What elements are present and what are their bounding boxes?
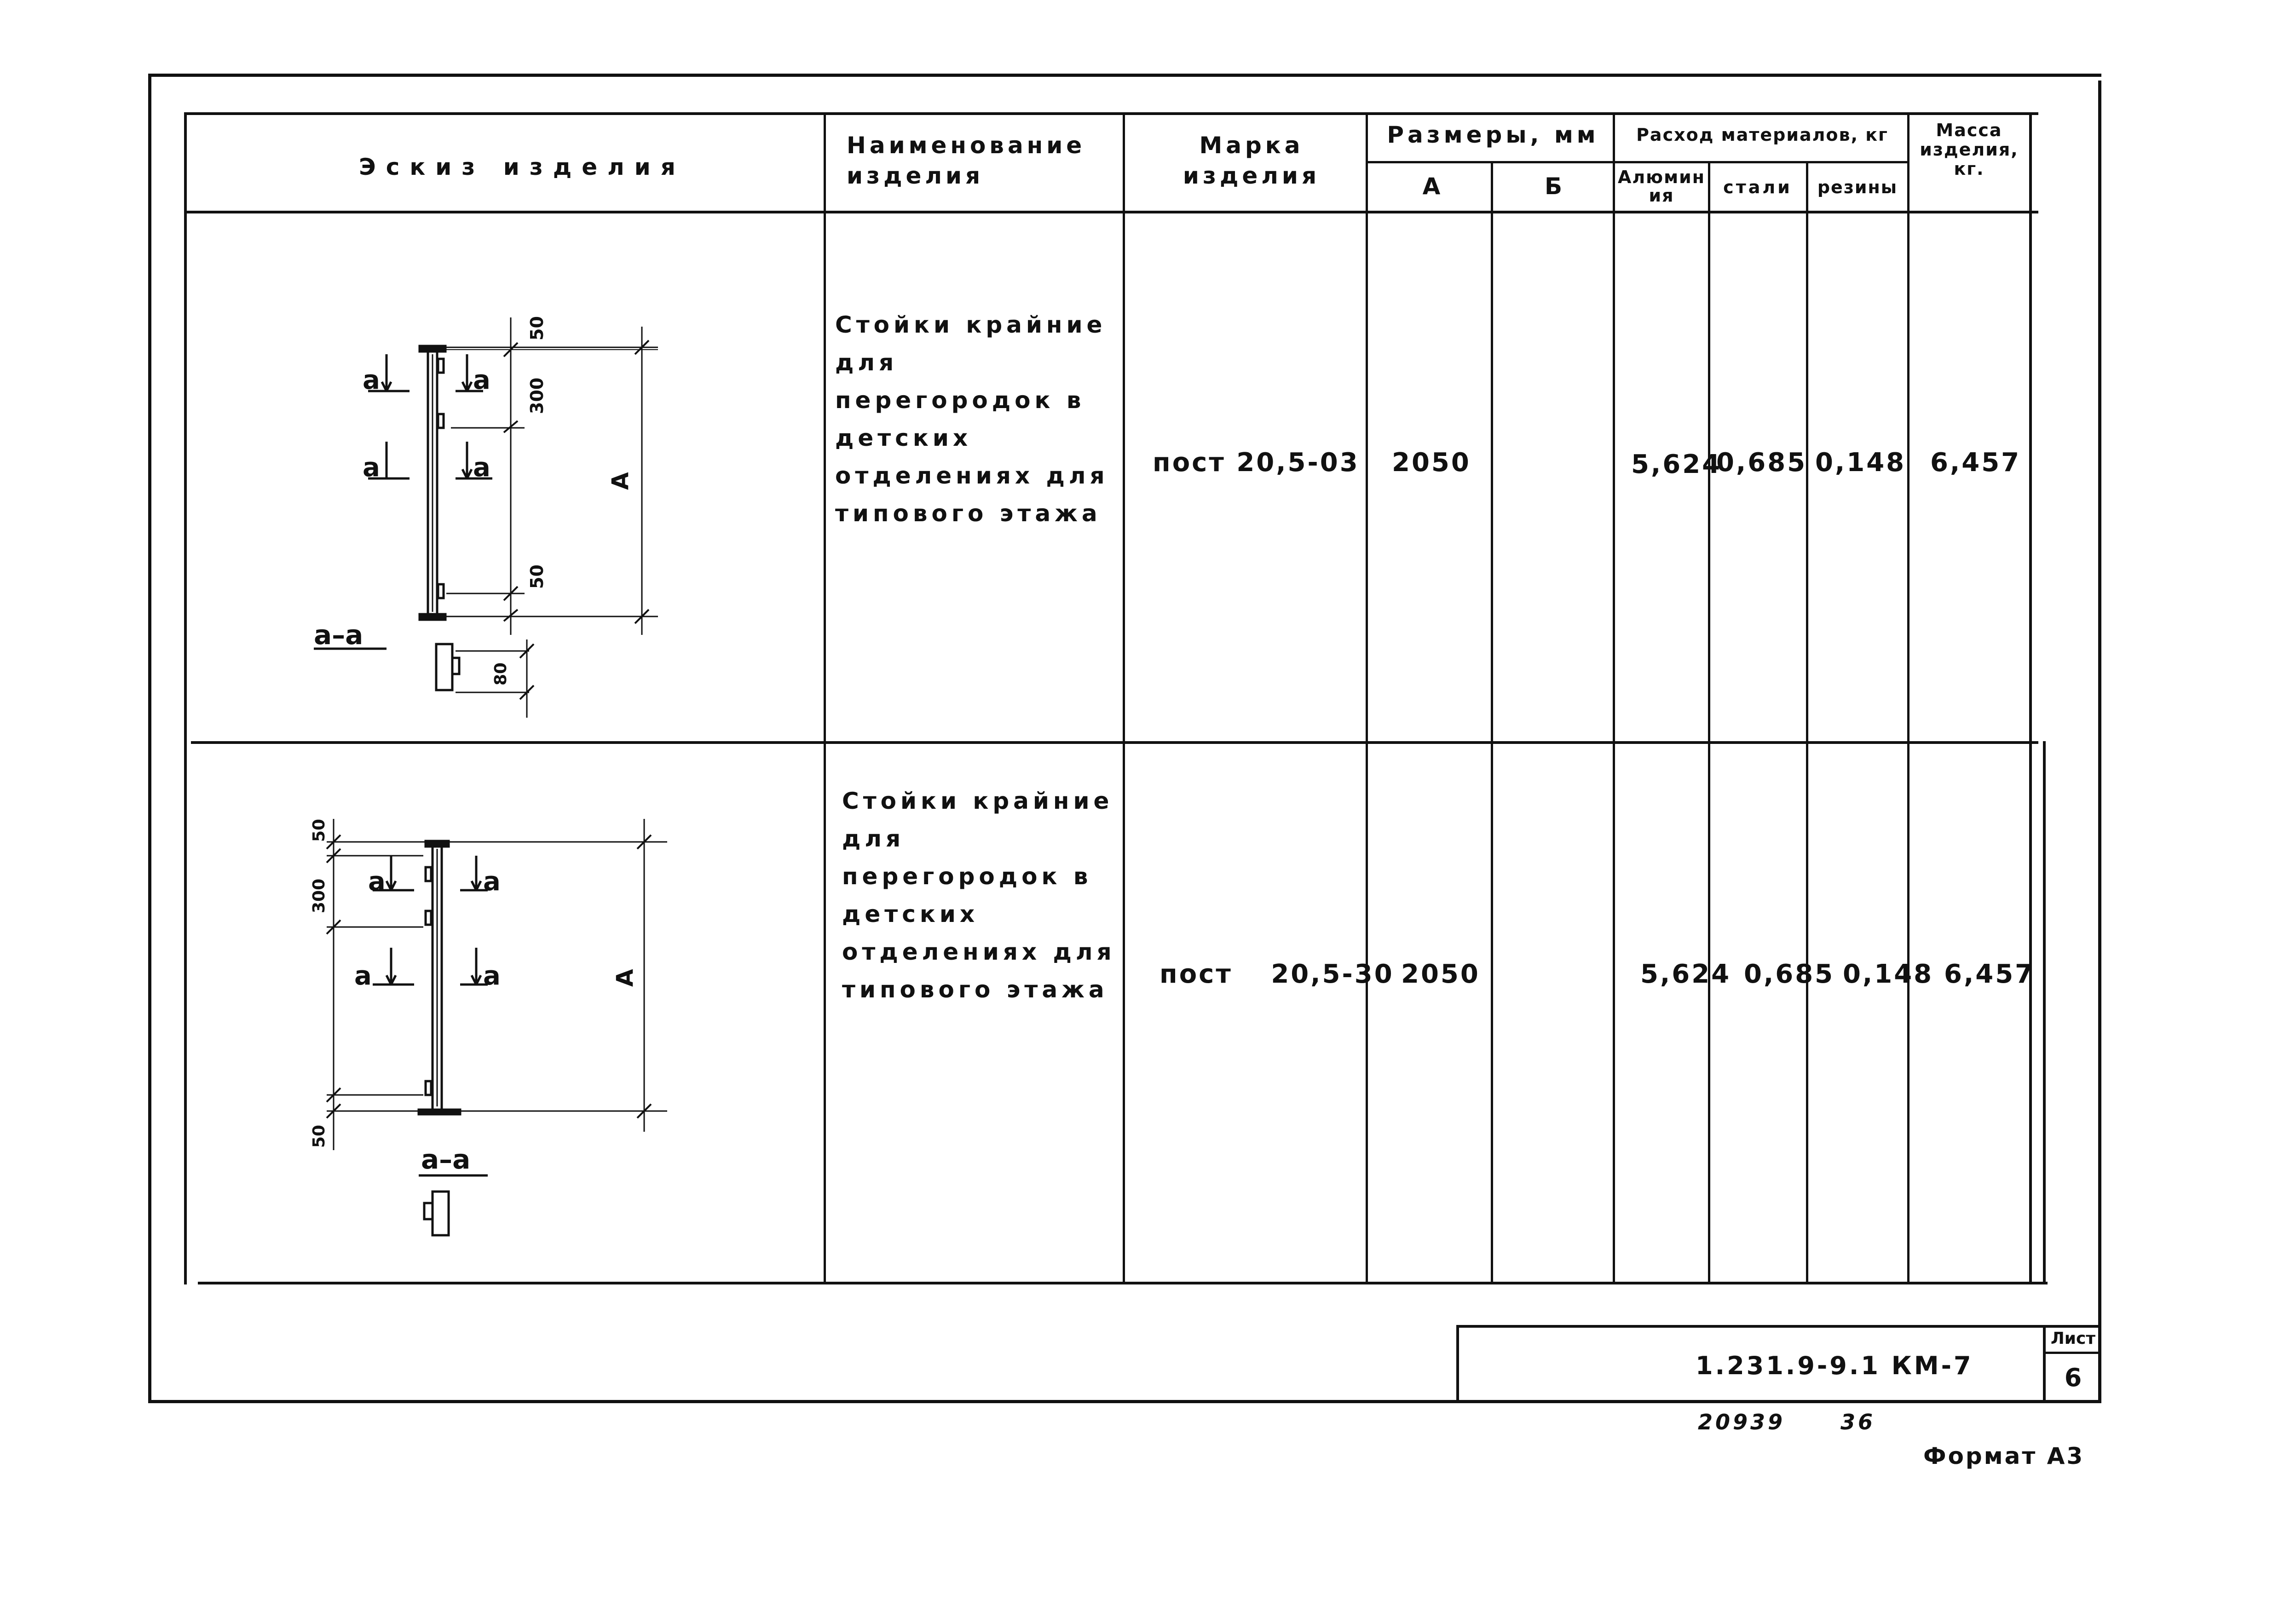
section-label: а–а (314, 619, 363, 651)
sheet-number: 6 (2064, 1363, 2082, 1392)
row-rubber: 0,148 (1843, 959, 1934, 989)
row-mass: 6,457 (1930, 448, 2021, 478)
header-sketch: Эскиз изделия (359, 154, 686, 180)
col-line-al-steel (1708, 162, 1710, 1284)
sheet-label: Лист (2050, 1329, 2096, 1348)
cut-label: а (483, 961, 501, 991)
header-name: Наименование изделия (847, 132, 1086, 189)
col-line-b-al (1613, 112, 1615, 1284)
row-aluminium: 5,624 (1640, 959, 1731, 989)
cut-label: а (483, 867, 501, 897)
row-mass: 6,457 (1944, 959, 2035, 989)
inventory-number: 20939 (1698, 1410, 1786, 1434)
row-mark: пост 20,5-30 (1160, 959, 1394, 989)
subheader-line-materials (1613, 161, 1907, 163)
dim-total: А (607, 472, 634, 490)
row-name: Стойки крайние для перегородок в детских отделениях для типового этажа (835, 311, 1109, 527)
sketch-drawing-row1 (276, 294, 690, 731)
col-line-right (2029, 112, 2032, 1284)
header-mass: Масса изделия, кг. (1920, 120, 2019, 179)
header-steel: стали (1723, 177, 1792, 197)
row-aluminium: 5,624 (1631, 449, 1722, 479)
cut-label: а (354, 961, 372, 991)
doc-code: 1.231.9-9.1 КМ-7 (1696, 1351, 1973, 1380)
cut-label: а (473, 453, 490, 483)
col-line-sketch-name (824, 112, 826, 1284)
header-mark: Марка изделия (1183, 132, 1321, 189)
dim-top: 50 (310, 818, 329, 842)
col-line-right-lower (2043, 741, 2046, 1284)
dim-section: 80 (491, 662, 510, 685)
header-bottom-line (184, 211, 2038, 213)
title-block-left (1456, 1325, 1459, 1403)
col-line-a-b (1491, 162, 1493, 1284)
dim-bottom: 50 (527, 564, 547, 589)
row-a: 2050 (1392, 448, 1471, 478)
header-dims: Размеры, мм (1387, 121, 1599, 148)
dim-top: 50 (527, 316, 547, 340)
title-block-sheet-line (2043, 1352, 2101, 1354)
row-divider-line (191, 741, 2038, 744)
dim-mid: 300 (527, 377, 547, 414)
dim-total: А (611, 969, 638, 987)
cut-label: а (368, 867, 386, 897)
row-rubber: 0,148 (1815, 448, 1906, 478)
col-line-rubber-mass (1907, 112, 1909, 1284)
header-rubber: резины (1817, 177, 1898, 197)
title-block-top (1456, 1325, 2101, 1328)
col-line-steel-rubber (1806, 162, 1808, 1284)
row-steel: 0,685 (1744, 959, 1835, 989)
page-number: 36 (1840, 1410, 1876, 1434)
cut-label: а (473, 365, 490, 395)
cut-label: а (363, 453, 380, 483)
format-label: Формат А3 (1923, 1443, 2085, 1469)
col-line-name-mark (1123, 112, 1125, 1284)
header-aluminium: Алюминия (1617, 167, 1706, 206)
section-label: а–а (421, 1144, 471, 1175)
header-dim-b: Б (1544, 173, 1566, 200)
col-line-mark-a (1366, 112, 1368, 1284)
header-dim-a: А (1422, 173, 1444, 200)
sketch-drawing-row2 (285, 800, 699, 1261)
row-name: Стойки крайние для перегородок в детских отделениях для типового этажа (842, 788, 1116, 1003)
subheader-line-dims (1367, 161, 1624, 163)
title-block-sheet-divider (2043, 1325, 2046, 1403)
table-top-line (184, 112, 2038, 115)
title-block (1456, 1325, 2101, 1403)
col-line-left (184, 112, 187, 1284)
cut-label: а (363, 365, 380, 395)
header-materials: Расход материалов, кг (1636, 125, 1888, 145)
dim-bottom: 50 (310, 1124, 329, 1148)
row-mark: пост 20,5-03 (1153, 448, 1360, 478)
row-steel: 0,685 (1716, 448, 1807, 478)
dim-mid: 300 (310, 878, 329, 913)
row-a: 2050 (1401, 959, 1480, 989)
